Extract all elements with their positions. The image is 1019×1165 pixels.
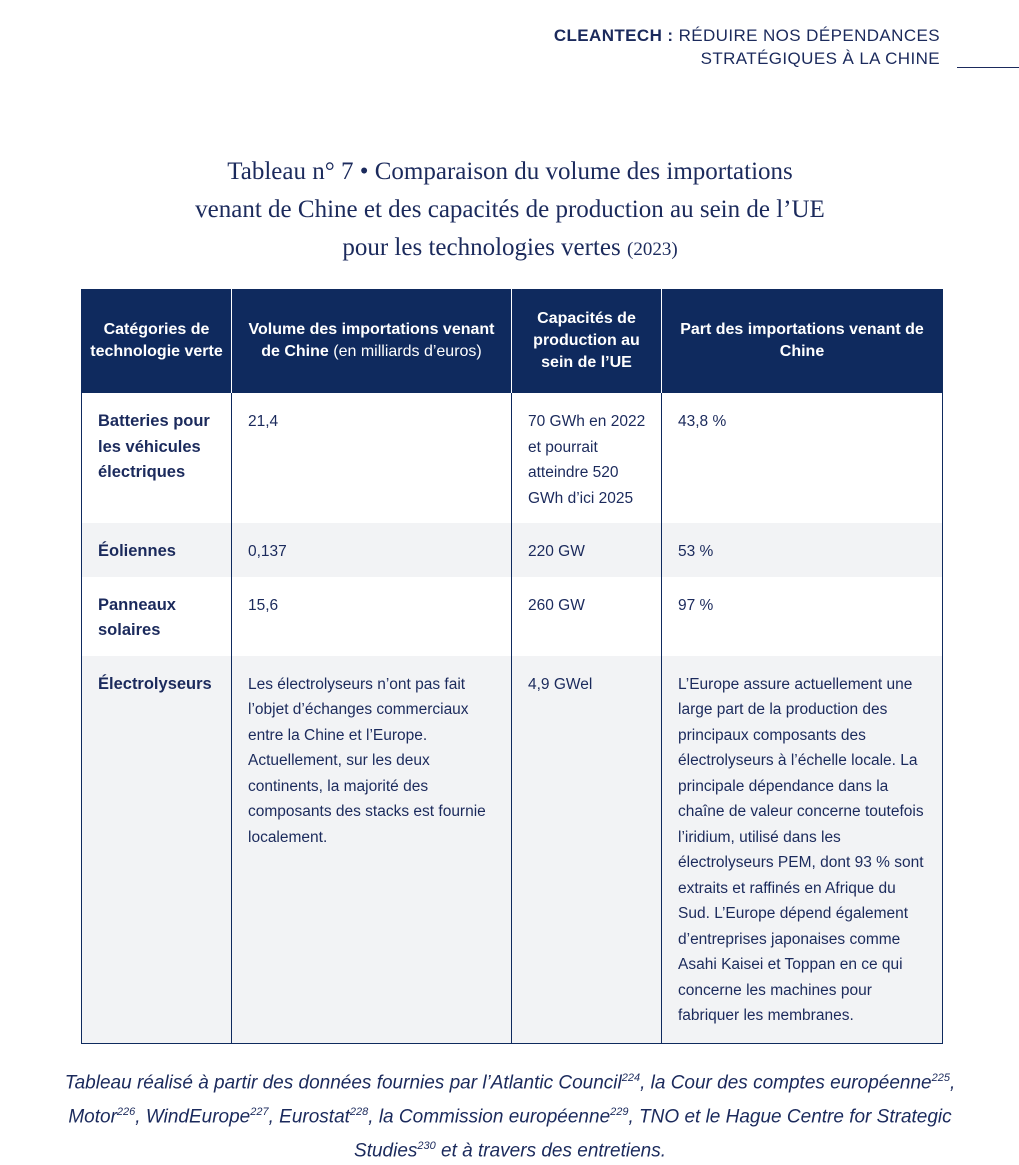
- title-line3: [60, 229, 960, 269]
- cell-volume: Les électrolyseurs n’ont pas fait l’objet d’échanges commerciaux entre la Chine et l’Europe. Actuellement, sur les deux continents, la majorité des composants des stacks est fournie localement.: [232, 656, 512, 1044]
- footnote-text: , la Commission européenne: [368, 1106, 611, 1128]
- footnote-text: , TNO et le Hague Centre for Strategic Studies: [354, 1106, 952, 1161]
- title-line2: venant de Chine et des capacités de production au sein de l’UE: [195, 196, 825, 223]
- title-year: (2023): [627, 239, 678, 260]
- cell-share: 97 %: [662, 577, 943, 656]
- running-header-line2: STRATÉGIQUES À LA CHINE: [700, 49, 940, 68]
- header-divider: [957, 67, 1019, 68]
- footnote-ref: 225: [931, 1072, 950, 1084]
- table-row: [82, 393, 943, 523]
- title-line1: Tableau n° 7 • Comparaison du volume des importations: [227, 158, 793, 185]
- cell-share: 53 %: [662, 523, 943, 577]
- header-volume-main: Volume des importations venant de Chine: [248, 321, 495, 360]
- footnote-ref: 228: [349, 1105, 369, 1118]
- footnote-text: , la Cour des comptes européenne: [640, 1072, 932, 1094]
- running-header: [554, 24, 940, 70]
- table-row: [82, 656, 943, 1044]
- header-capacity: Capacités de production au sein de l’UE: [512, 289, 662, 393]
- cell-capacity: 260 GW: [512, 577, 662, 656]
- source-footnote: [60, 1064, 960, 1165]
- comparison-table: [81, 289, 943, 1044]
- footnote-ref: 224: [621, 1072, 641, 1084]
- cell-volume: 0,137: [232, 523, 512, 577]
- footnote-ref: 226: [116, 1105, 136, 1118]
- header-category: Catégories de technologie verte: [82, 289, 232, 393]
- running-header-rest: RÉDUIRE NOS DÉPENDANCES: [673, 26, 940, 45]
- cell-capacity: 220 GW: [512, 523, 662, 577]
- footnote-ref: 227: [250, 1105, 269, 1118]
- cell-category: Panneaux solaires: [98, 595, 176, 639]
- cell-category: Éoliennes: [82, 523, 232, 577]
- cell-share: 43,8 %: [662, 393, 943, 523]
- footnote-ref: 230: [417, 1139, 436, 1152]
- title-line3-text: pour les technologies vertes: [342, 234, 621, 261]
- footnote-text: , WindEurope: [135, 1106, 251, 1128]
- cell-share: L’Europe assure actuellement une large part de la production des principaux composants des électrolyseurs à l’échelle locale. La principale dépendance dans la chaîne de valeur concerne toutefois l’iridium, utilisé dans les électrolyseurs PEM, dont 93 % sont extraits et raffinés en Afrique du Sud. L’Europe dépend également d’entreprises japonaises comme Asahi Kaisei et Toppan en ce qui concerne les machines pour fabriquer les membranes.: [662, 656, 943, 1044]
- running-header-bold: CLEANTECH :: [553, 26, 674, 45]
- cell-capacity: 70 GWh en 2022 et pourrait atteindre 520 GWh d’ici 2025: [512, 393, 662, 523]
- table-row: [82, 577, 943, 656]
- header-volume-unit: (en milliards d’euros): [333, 343, 482, 360]
- table-header-row: [82, 289, 943, 393]
- header-share: Part des importations venant de Chine: [662, 289, 943, 393]
- footnote-text: , Motor: [68, 1072, 956, 1128]
- footnote-text: , Eurostat: [268, 1106, 350, 1128]
- running-header-line1: [554, 24, 940, 47]
- footnote-text: et à travers des entretiens.: [435, 1139, 666, 1161]
- cell-volume: 15,6: [232, 577, 512, 656]
- cell-category: Batteries pour les véhicules électriques: [98, 412, 210, 481]
- cell-volume: 21,4: [232, 393, 512, 523]
- header-volume: [232, 289, 512, 393]
- cell-category: Électrolyseurs: [82, 656, 232, 1044]
- table-row: [82, 523, 943, 577]
- cell-capacity: 4,9 GWel: [512, 656, 662, 1044]
- footnote-text: Tableau réalisé à partir des données fournies par l’Atlantic Council: [64, 1072, 622, 1094]
- table-title: [60, 153, 960, 269]
- footnote-ref: 229: [610, 1105, 629, 1118]
